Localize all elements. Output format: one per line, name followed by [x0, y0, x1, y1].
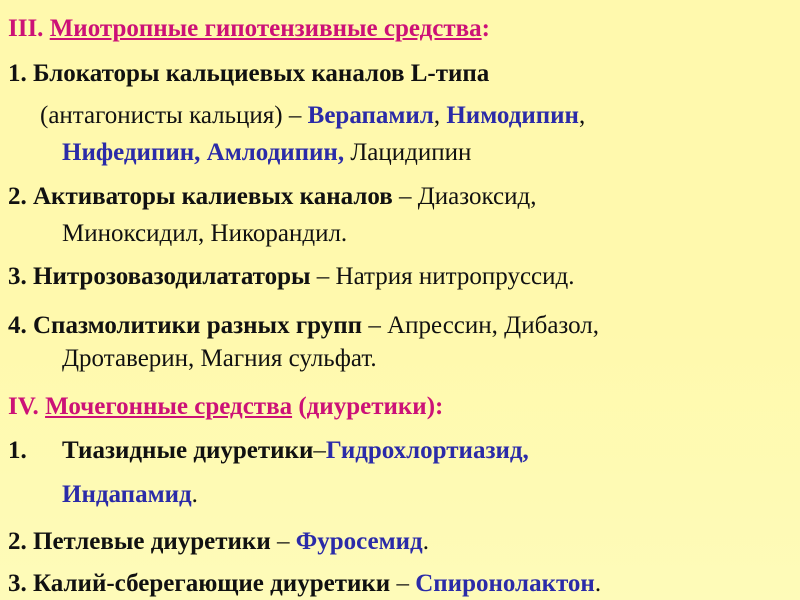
item-3-2-text: – Диазоксид, — [392, 183, 537, 210]
drug-hydrochlorothiazide: Гидрохлортиазид, — [325, 437, 529, 464]
drug-lacidipine: Лацидипин — [344, 139, 472, 166]
item-4-1-number: 1. — [8, 437, 27, 464]
section-3-colon: : — [481, 15, 490, 42]
drug-indapamide: Индапамид — [62, 481, 192, 508]
section-4-heading — [8, 390, 443, 423]
drug-nimodipine: Нимодипин — [446, 102, 579, 129]
item-3-3 — [8, 260, 575, 293]
section-3-heading — [8, 12, 490, 45]
item-3-1-continuation — [40, 99, 585, 132]
item-4-3-label: 3. Калий-сберегающие диуретики — [8, 570, 391, 597]
item-3-1-continuation-2 — [62, 136, 471, 169]
drug-separator: , — [433, 102, 447, 129]
item-3-4-text: – Апрессин, Дибазол, — [362, 312, 600, 339]
item-4-1-continuation — [62, 478, 198, 511]
section-3-title: Миотропные гипотензивные средства — [49, 15, 482, 42]
section-3-number: III. — [8, 15, 44, 42]
drug-separator: , — [578, 102, 586, 129]
item-4-2 — [8, 525, 429, 558]
section-4-title: Мочегонные средства — [45, 393, 293, 420]
item-3-4-continuation: Дротаверин, Магния сульфат. — [62, 345, 377, 372]
drug-spironolactone: Спиронолактон — [415, 570, 595, 597]
drug-furosemide: Фуросемид — [295, 528, 423, 555]
item-3-1-subtitle: (антагонисты кальция) – — [40, 102, 308, 129]
drug-verapamil: Верапамил — [307, 102, 434, 129]
item-3-4-label: 4. Спазмолитики разных групп — [8, 312, 363, 339]
item-3-4 — [8, 309, 599, 342]
item-3-2-label: 2. Активаторы калиевых каналов — [8, 183, 393, 210]
item-4-3-dash: – — [390, 570, 416, 597]
item-4-3 — [8, 567, 601, 600]
item-3-2 — [8, 180, 536, 213]
item-4-1-dash: – — [313, 437, 326, 464]
section-4-suffix: (диуретики): — [292, 393, 444, 420]
item-4-2-end: . — [422, 528, 429, 555]
section-4-number: IV. — [8, 393, 39, 420]
item-4-3-end: . — [594, 570, 602, 597]
item-3-1: 1. Блокаторы кальциевых каналов L-типа — [8, 60, 490, 87]
item-3-2-continuation: Миноксидил, Никорандил. — [62, 220, 348, 247]
item-3-3-text: – Натрия нитропруссид. — [310, 263, 575, 290]
item-4-2-label: 2. Петлевые диуретики — [8, 528, 271, 555]
item-3-3-label: 3. Нитрозовазодилататоры — [8, 263, 311, 290]
item-4-1-end: . — [191, 481, 198, 508]
drug-nifedipine-amlodipine: Нифедипин, Амлодипин, — [62, 139, 345, 166]
item-4-2-dash: – — [270, 528, 296, 555]
item-4-1 — [8, 434, 529, 467]
item-4-1-label: Тиазидные диуретики — [62, 437, 314, 464]
